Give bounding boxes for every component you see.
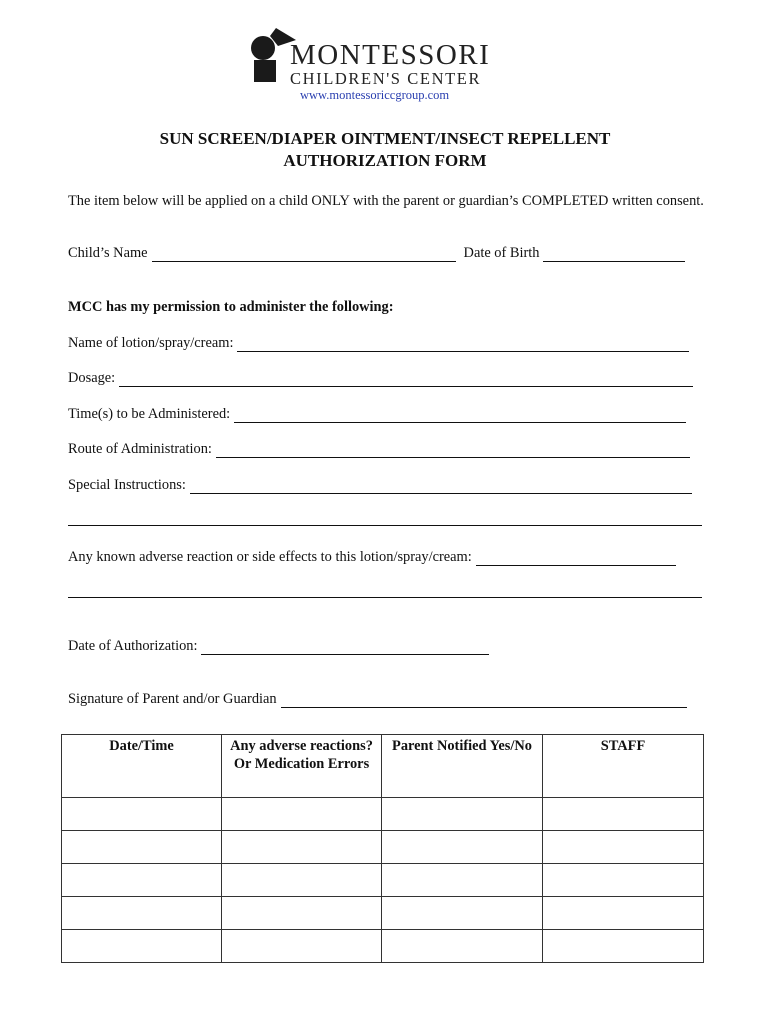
intro-text: The item below will be applied on a child ONLY with the parent or guardian’s COMPLETED written consent. <box>68 193 704 209</box>
table-cell[interactable] <box>62 798 222 831</box>
signature-row <box>68 690 687 708</box>
adverse-reaction-extra-line[interactable] <box>68 597 702 598</box>
childs-name-field[interactable] <box>152 247 456 262</box>
table-cell[interactable] <box>543 864 704 897</box>
header-parent-notified: Parent Notified Yes/No <box>382 735 543 798</box>
adverse-reaction-row <box>68 548 676 566</box>
table-row <box>62 930 704 963</box>
brand-url-link[interactable]: www.montessoriccgroup.com <box>300 88 450 102</box>
table-row <box>62 798 704 831</box>
table-cell[interactable] <box>543 798 704 831</box>
route-field[interactable] <box>216 443 690 458</box>
lotion-name-field[interactable] <box>237 337 689 352</box>
center-logo <box>248 26 538 104</box>
table-cell[interactable] <box>382 864 543 897</box>
table-cell[interactable] <box>382 798 543 831</box>
dosage-field[interactable] <box>119 372 693 387</box>
table-cell[interactable] <box>222 864 382 897</box>
montessori-logo-icon <box>248 26 296 82</box>
permission-heading: MCC has my permission to administer the following: <box>68 299 394 315</box>
times-row <box>68 405 686 423</box>
signature-field[interactable] <box>281 693 687 708</box>
table-cell[interactable] <box>62 831 222 864</box>
header-date-time: Date/Time <box>62 735 222 798</box>
special-instructions-row <box>68 476 692 494</box>
table-cell[interactable] <box>543 831 704 864</box>
date-of-birth-field[interactable] <box>543 247 685 262</box>
dosage-row <box>68 369 693 387</box>
table-row <box>62 864 704 897</box>
date-authorization-row <box>68 637 489 655</box>
times-field[interactable] <box>234 408 686 423</box>
lotion-name-row <box>68 334 689 352</box>
table-cell[interactable] <box>222 897 382 930</box>
table-cell[interactable] <box>62 897 222 930</box>
table-cell[interactable] <box>62 930 222 963</box>
signature-label: Signature of Parent and/or Guardian <box>68 691 277 707</box>
times-label: Time(s) to be Administered: <box>68 406 231 422</box>
table-cell[interactable] <box>382 897 543 930</box>
special-instructions-extra-line[interactable] <box>68 525 702 526</box>
date-authorization-label: Date of Authorization: <box>68 638 198 654</box>
table-cell[interactable] <box>543 930 704 963</box>
table-row <box>62 897 704 930</box>
table-cell[interactable] <box>222 831 382 864</box>
table-cell[interactable] <box>62 864 222 897</box>
childs-name-label: Child’s Name <box>68 245 148 261</box>
table-cell[interactable] <box>382 831 543 864</box>
administration-log-table <box>61 734 704 963</box>
brand-name: MONTESSORI <box>290 39 491 71</box>
header-staff: STAFF <box>543 735 704 798</box>
table-cell[interactable] <box>222 798 382 831</box>
child-info-row <box>68 244 685 262</box>
date-authorization-field[interactable] <box>201 640 489 655</box>
form-title-line1: SUN SCREEN/DIAPER OINTMENT/INSECT REPELLENT <box>159 129 611 148</box>
table-cell[interactable] <box>543 897 704 930</box>
adverse-reaction-label: Any known adverse reaction or side effects to this lotion/spray/cream: <box>68 549 472 565</box>
table-header-row <box>62 735 704 798</box>
date-of-birth-label: Date of Birth <box>463 245 540 261</box>
table-cell[interactable] <box>382 930 543 963</box>
special-instructions-label: Special Instructions: <box>68 477 186 493</box>
route-row <box>68 440 690 458</box>
route-label: Route of Administration: <box>68 441 212 457</box>
lotion-name-label: Name of lotion/spray/cream: <box>68 335 234 351</box>
adverse-reaction-field[interactable] <box>476 551 676 566</box>
table-row <box>62 831 704 864</box>
form-title-line2: AUTHORIZATION FORM <box>283 151 487 170</box>
dosage-label: Dosage: <box>68 370 116 386</box>
table-cell[interactable] <box>222 930 382 963</box>
header-adverse-reactions: Any adverse reactions? Or Medication Errors <box>222 735 382 798</box>
brand-subtitle: CHILDREN'S CENTER <box>290 69 482 88</box>
special-instructions-field[interactable] <box>190 479 692 494</box>
